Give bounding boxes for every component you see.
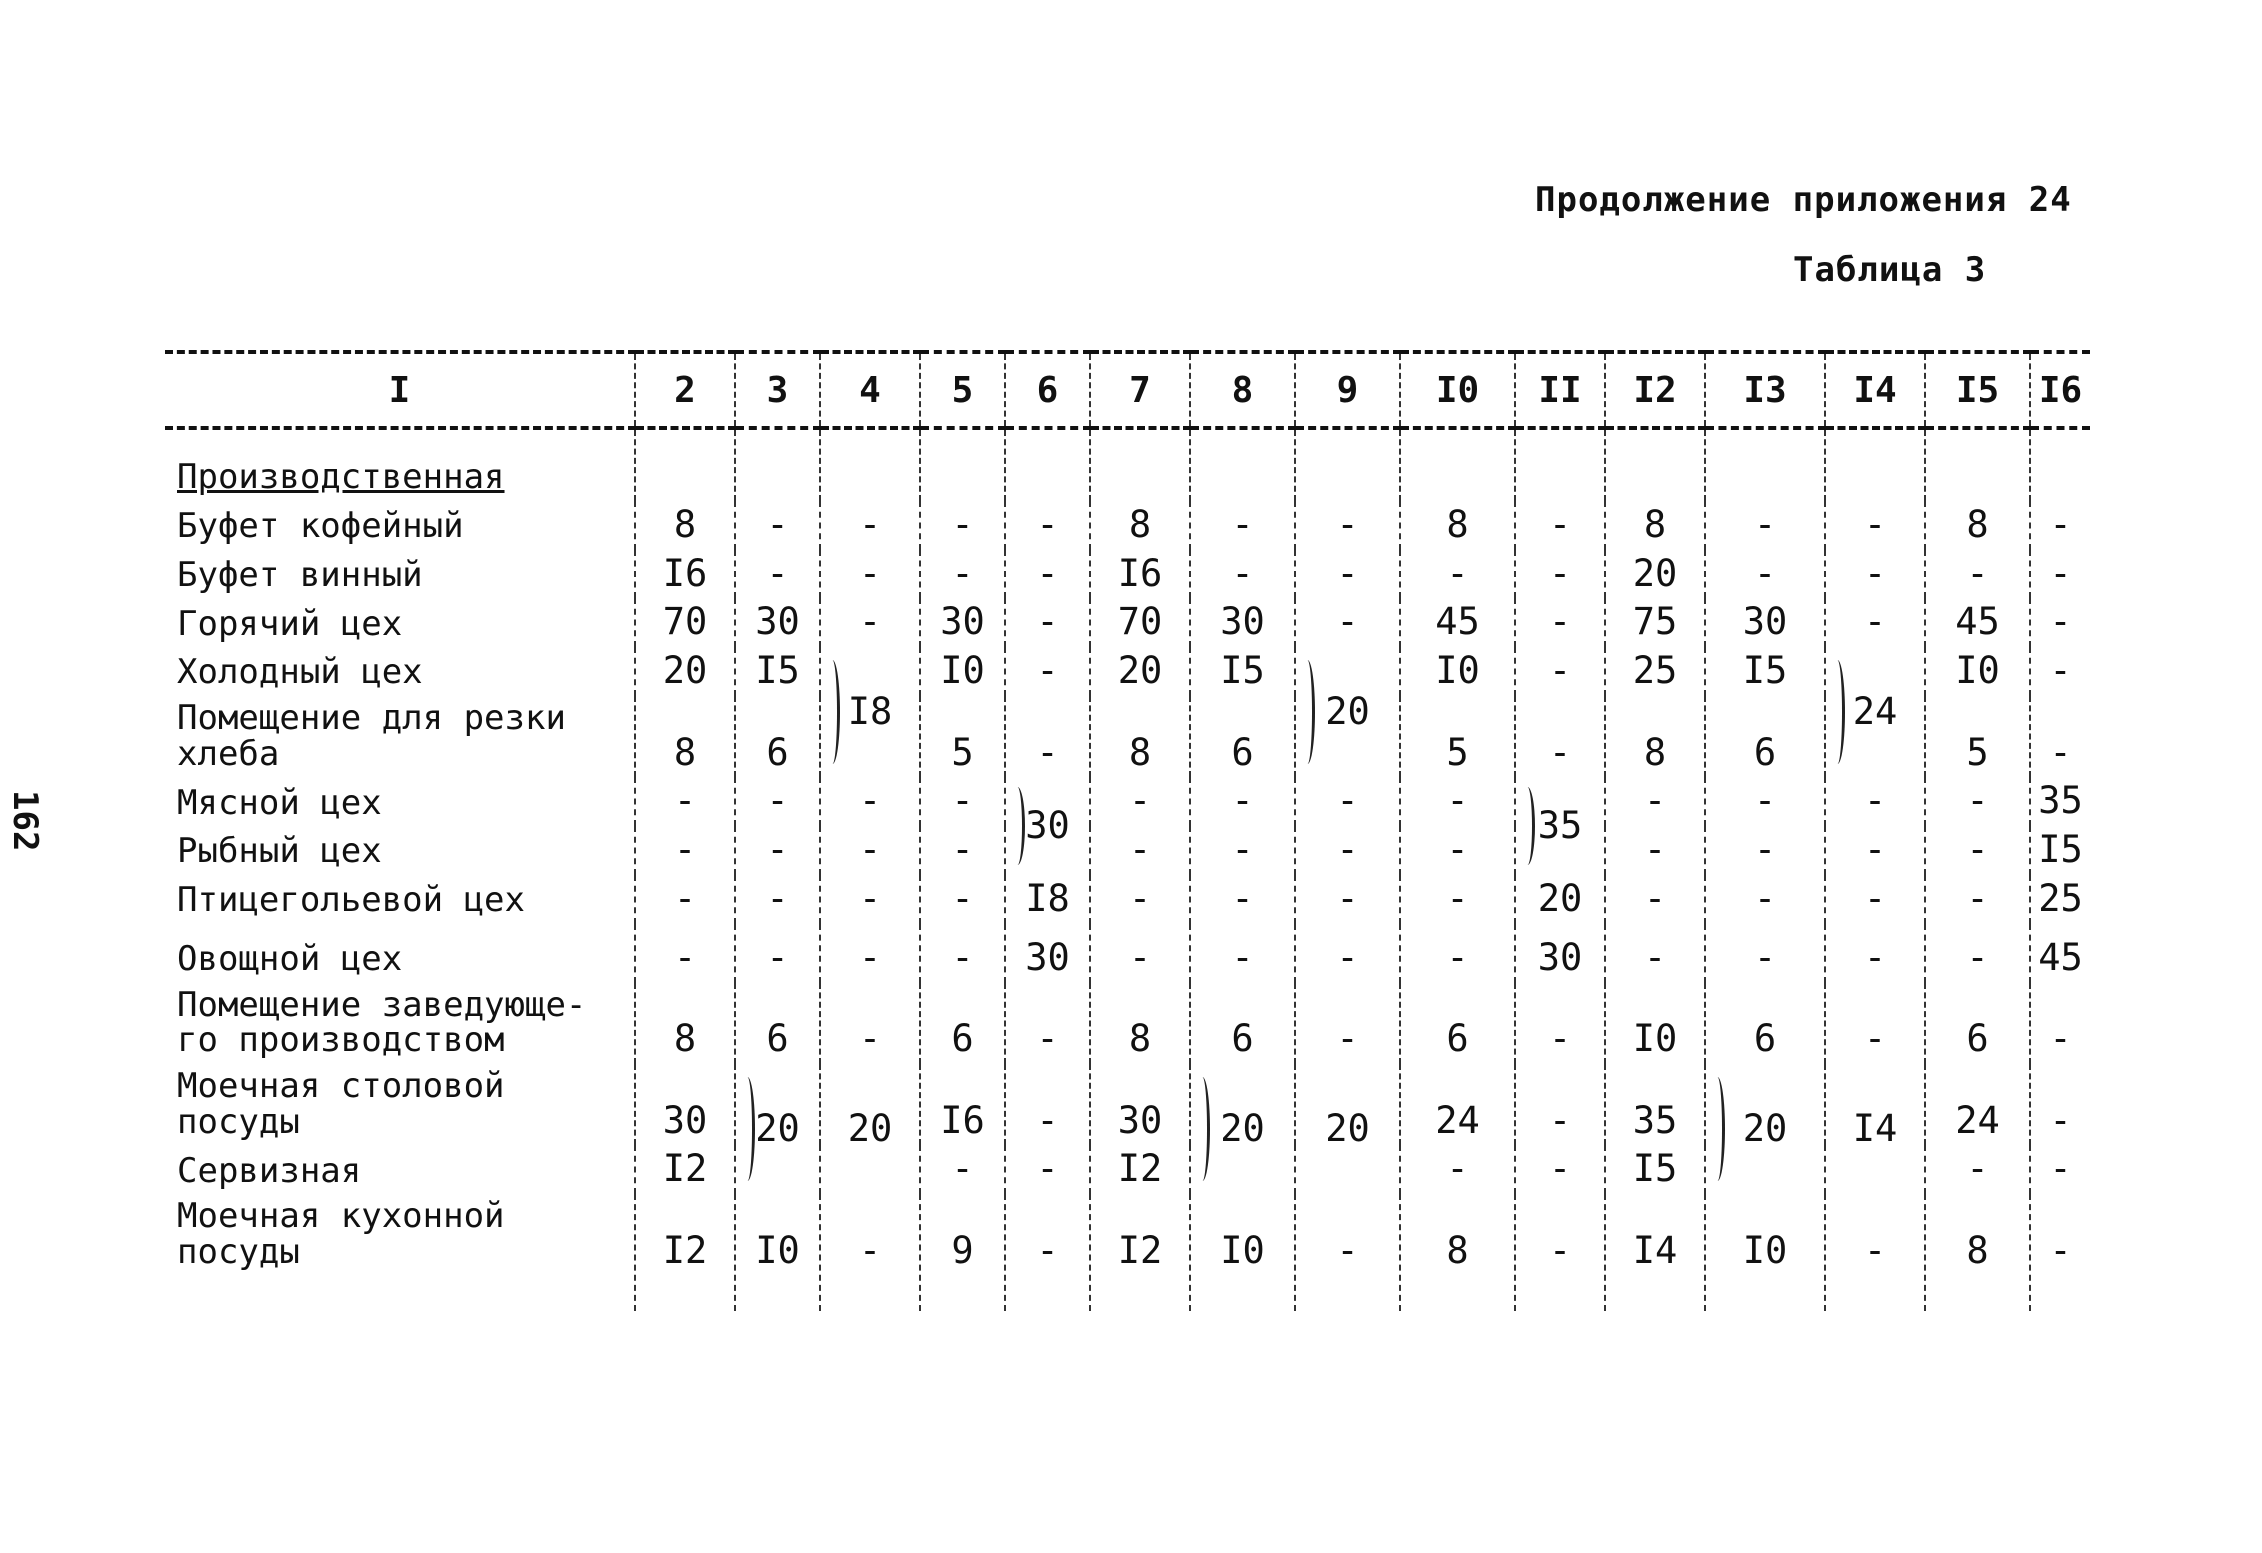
table-cell: 8 — [635, 501, 735, 550]
section-title: Производственная — [177, 457, 505, 497]
table-cell: - — [2030, 1194, 2090, 1310]
table-cell: - — [1090, 826, 1190, 875]
table-cell: 8 — [635, 983, 735, 1064]
row-label: Мясной цех — [177, 782, 382, 823]
table-cell: I0 — [1400, 647, 1515, 696]
column-header: I5 — [1925, 352, 2030, 428]
table-cell: 6 — [735, 983, 820, 1064]
table-cell — [920, 428, 1005, 501]
table-cell: 8 — [1925, 1194, 2030, 1310]
table-cell: - — [1825, 924, 1925, 983]
merged-cell: 20 — [735, 1064, 820, 1194]
table-cell: - — [1005, 501, 1090, 550]
table-cell: I6 — [1090, 550, 1190, 599]
table-cell: 8 — [1090, 696, 1190, 777]
table-cell: - — [1515, 1145, 1605, 1194]
table-cell: - — [2030, 598, 2090, 647]
table-cell: - — [920, 1145, 1005, 1194]
table-cell: - — [2030, 501, 2090, 550]
merged-cell: 35 — [1515, 777, 1605, 875]
table-cell — [820, 428, 920, 501]
table-cell: - — [1190, 875, 1295, 924]
table-cell: I8 — [1005, 875, 1090, 924]
table-cell: - — [1925, 826, 2030, 875]
table-cell: - — [1605, 777, 1705, 826]
table-cell: - — [1090, 924, 1190, 983]
table-cell: - — [1400, 924, 1515, 983]
column-header: I — [165, 352, 635, 428]
column-header: 8 — [1190, 352, 1295, 428]
table-cell: - — [1825, 1194, 1925, 1310]
table-cell: - — [1005, 983, 1090, 1064]
table-cell: - — [820, 983, 920, 1064]
table-cell: - — [1825, 826, 1925, 875]
table-cell — [1090, 428, 1190, 501]
table-cell: - — [1705, 826, 1825, 875]
table-cell: I0 — [735, 1194, 820, 1310]
table-cell — [1825, 428, 1925, 501]
merged-cell: 20 — [1190, 1064, 1295, 1194]
column-header: 5 — [920, 352, 1005, 428]
table-cell: 75 — [1605, 598, 1705, 647]
table-cell: 30 — [1005, 924, 1090, 983]
table-cell: 6 — [1400, 983, 1515, 1064]
table-cell: - — [1400, 875, 1515, 924]
table-cell: - — [1605, 924, 1705, 983]
table-cell: - — [635, 826, 735, 875]
table-cell: 24 — [1400, 1064, 1515, 1145]
table-cell: - — [735, 826, 820, 875]
row-label: Буфет винный — [177, 554, 423, 595]
table-cell: 20 — [635, 647, 735, 696]
row-label: Горячий цех — [177, 603, 403, 644]
page-number: 162 — [5, 790, 45, 852]
table-cell: - — [1925, 550, 2030, 599]
column-header: 9 — [1295, 352, 1400, 428]
table-cell — [2030, 428, 2090, 501]
table-cell: 6 — [1705, 983, 1825, 1064]
table-cell: - — [1295, 924, 1400, 983]
table-cell: - — [735, 501, 820, 550]
table-cell — [1515, 428, 1605, 501]
table-cell: - — [820, 550, 920, 599]
merged-cell: 30 — [1005, 777, 1090, 875]
table-cell: 35 — [1605, 1064, 1705, 1145]
table-cell: - — [1400, 777, 1515, 826]
table-label: Таблица 3 — [1793, 250, 1987, 290]
table-cell: 20 — [1605, 550, 1705, 599]
table-cell: - — [1605, 875, 1705, 924]
table-cell: - — [1295, 550, 1400, 599]
table-cell: - — [1825, 875, 1925, 924]
table-row — [165, 647, 2090, 696]
merged-cell: I8 — [820, 647, 920, 777]
table-cell: 30 — [635, 1064, 735, 1145]
table-cell: - — [1295, 501, 1400, 550]
table-cell: - — [1825, 983, 1925, 1064]
table-cell: - — [1515, 550, 1605, 599]
table-cell: I5 — [735, 647, 820, 696]
column-header: I3 — [1705, 352, 1825, 428]
table-cell: I4 — [1605, 1194, 1705, 1310]
row-label: Моечная кухонной посуды — [177, 1196, 505, 1272]
data-table — [165, 350, 2090, 1311]
table-cell: - — [1190, 826, 1295, 875]
table-cell — [1705, 428, 1825, 501]
table-cell: 8 — [1605, 696, 1705, 777]
table-cell: - — [1400, 550, 1515, 599]
table-cell: 30 — [1090, 1064, 1190, 1145]
table-cell: - — [1705, 777, 1825, 826]
table-cell: - — [2030, 983, 2090, 1064]
table-cell: - — [1925, 777, 2030, 826]
table-cell: - — [635, 924, 735, 983]
table-cell: 20 — [1090, 647, 1190, 696]
header-row — [165, 352, 2090, 428]
table-cell: 6 — [1705, 696, 1825, 777]
table-cell: 70 — [1090, 598, 1190, 647]
merged-cell: 20 — [1295, 647, 1400, 777]
table-cell: I0 — [1605, 983, 1705, 1064]
table-cell: - — [1515, 598, 1605, 647]
table-cell: - — [1705, 875, 1825, 924]
table-cell — [735, 428, 820, 501]
column-header: 3 — [735, 352, 820, 428]
table-cell: 8 — [1400, 501, 1515, 550]
table-cell: - — [1005, 696, 1090, 777]
merged-cell: 20 — [1295, 1064, 1400, 1194]
table-cell: 6 — [735, 696, 820, 777]
table-cell: 70 — [635, 598, 735, 647]
table-cell: - — [1005, 1194, 1090, 1310]
table-cell: - — [735, 777, 820, 826]
row-label: Овощной цех — [177, 938, 403, 979]
table-cell: - — [920, 875, 1005, 924]
table-cell: - — [1190, 550, 1295, 599]
table-cell: 8 — [635, 696, 735, 777]
table-cell: I0 — [920, 647, 1005, 696]
table-cell: - — [1515, 983, 1605, 1064]
table-cell: - — [1295, 777, 1400, 826]
table-cell: I2 — [1090, 1194, 1190, 1310]
column-header: 4 — [820, 352, 920, 428]
table-row — [165, 983, 2090, 1064]
table-row — [165, 924, 2090, 983]
table-row — [165, 826, 2090, 875]
column-header: I0 — [1400, 352, 1515, 428]
table-cell: - — [920, 501, 1005, 550]
table-cell — [1005, 428, 1090, 501]
table-row — [165, 875, 2090, 924]
table-cell: 8 — [1925, 501, 2030, 550]
table-cell: - — [635, 777, 735, 826]
table-cell: - — [2030, 696, 2090, 777]
table-cell: - — [920, 777, 1005, 826]
table-cell: - — [1090, 875, 1190, 924]
table-cell: 25 — [2030, 875, 2090, 924]
table-cell: I2 — [635, 1194, 735, 1310]
table-cell: 30 — [1705, 598, 1825, 647]
table-cell — [1925, 428, 2030, 501]
table-cell: I5 — [2030, 826, 2090, 875]
table-cell: 6 — [1925, 983, 2030, 1064]
table-cell: 30 — [920, 598, 1005, 647]
table-cell: - — [735, 550, 820, 599]
table-cell: - — [920, 550, 1005, 599]
table-cell: 30 — [735, 598, 820, 647]
table-row — [165, 1194, 2090, 1310]
table-cell: - — [2030, 550, 2090, 599]
table-cell: - — [1925, 875, 2030, 924]
table-cell: - — [1515, 1064, 1605, 1145]
row-label: Помещение заведующе- го производством — [177, 984, 587, 1061]
table-cell: 6 — [1190, 983, 1295, 1064]
table-cell: 6 — [1190, 696, 1295, 777]
row-label: Сервизная — [177, 1150, 362, 1191]
table-cell — [1605, 428, 1705, 501]
table-cell: - — [1825, 598, 1925, 647]
table-cell: - — [1705, 924, 1825, 983]
table-cell: - — [1295, 875, 1400, 924]
table-cell: I0 — [1925, 647, 2030, 696]
row-label: Холодный цех — [177, 652, 423, 693]
table-cell: I6 — [635, 550, 735, 599]
table-cell: - — [1825, 777, 1925, 826]
table-cell: 8 — [1605, 501, 1705, 550]
table-cell: - — [1295, 826, 1400, 875]
table-cell: 9 — [920, 1194, 1005, 1310]
table-cell: I5 — [1605, 1145, 1705, 1194]
table-cell: - — [820, 826, 920, 875]
table-cell: 25 — [1605, 647, 1705, 696]
table-row — [165, 696, 2090, 777]
table-cell: 45 — [1925, 598, 2030, 647]
row-label: Птицегольевой цех — [177, 880, 525, 921]
table-cell: - — [820, 501, 920, 550]
table-cell: - — [2030, 1064, 2090, 1145]
table-row — [165, 598, 2090, 647]
table-cell: 35 — [2030, 777, 2090, 826]
column-header: 6 — [1005, 352, 1090, 428]
table-cell: I6 — [920, 1064, 1005, 1145]
table-cell: - — [820, 924, 920, 983]
row-label: Моечная столовой посуды — [177, 1066, 505, 1142]
table-cell: - — [1705, 550, 1825, 599]
table-cell: I5 — [1705, 647, 1825, 696]
table-cell: - — [1005, 550, 1090, 599]
table-cell — [1400, 428, 1515, 501]
column-header: 7 — [1090, 352, 1190, 428]
table-cell: I5 — [1190, 647, 1295, 696]
table-cell: - — [1825, 501, 1925, 550]
table-header — [165, 352, 2090, 428]
table-cell: 5 — [1925, 696, 2030, 777]
table-cell: - — [1190, 777, 1295, 826]
table-cell: - — [1295, 983, 1400, 1064]
table-cell: 5 — [1400, 696, 1515, 777]
table-row — [165, 1064, 2090, 1145]
continuation-heading: Продолжение приложения 24 — [1535, 180, 2072, 220]
table-cell: 20 — [1515, 875, 1605, 924]
table-cell: 30 — [1515, 924, 1605, 983]
table-cell: 6 — [920, 983, 1005, 1064]
table-cell: - — [1295, 598, 1400, 647]
table-cell: 8 — [1090, 983, 1190, 1064]
table-cell — [635, 428, 735, 501]
table-cell: - — [920, 826, 1005, 875]
column-header: I4 — [1825, 352, 1925, 428]
merged-cell: 20 — [1705, 1064, 1825, 1194]
table-cell: I0 — [1705, 1194, 1825, 1310]
table-cell: - — [1825, 550, 1925, 599]
table-cell: - — [1090, 777, 1190, 826]
table-cell: - — [1925, 924, 2030, 983]
table-cell: 8 — [1090, 501, 1190, 550]
row-label: Буфет кофейный — [177, 505, 464, 546]
table-cell: - — [1400, 1145, 1515, 1194]
table-cell: - — [2030, 647, 2090, 696]
table-row — [165, 550, 2090, 599]
table-cell: 24 — [1925, 1064, 2030, 1145]
column-header: I6 — [2030, 352, 2090, 428]
table-cell: - — [1605, 826, 1705, 875]
table-cell: - — [1005, 598, 1090, 647]
table-cell: I2 — [1090, 1145, 1190, 1194]
merged-cell: 24 — [1825, 647, 1925, 777]
table-cell: 45 — [1400, 598, 1515, 647]
table-cell: - — [2030, 1145, 2090, 1194]
table-cell: - — [735, 875, 820, 924]
table-cell: - — [820, 777, 920, 826]
table-cell: - — [1400, 826, 1515, 875]
table-cell: I0 — [1190, 1194, 1295, 1310]
table-cell: - — [1005, 647, 1090, 696]
table-cell: - — [635, 875, 735, 924]
section-row — [165, 428, 2090, 501]
table-cell: 30 — [1190, 598, 1295, 647]
table-cell: - — [1005, 1145, 1090, 1194]
table-cell: - — [1190, 924, 1295, 983]
table-cell: I2 — [635, 1145, 735, 1194]
table-cell: - — [1705, 501, 1825, 550]
table-cell: - — [1515, 696, 1605, 777]
table-cell — [1190, 428, 1295, 501]
table-cell: - — [1295, 1194, 1400, 1310]
table-cell: - — [1005, 1064, 1090, 1145]
row-label: Помещение для резки хлеба — [177, 698, 566, 774]
table-cell: - — [1515, 1194, 1605, 1310]
table-cell: - — [920, 924, 1005, 983]
column-header: II — [1515, 352, 1605, 428]
table-cell: 45 — [2030, 924, 2090, 983]
table-cell: - — [1515, 501, 1605, 550]
table-row — [165, 777, 2090, 826]
table-cell: - — [820, 875, 920, 924]
table-cell: 5 — [920, 696, 1005, 777]
table-cell: - — [1190, 501, 1295, 550]
column-header: I2 — [1605, 352, 1705, 428]
row-label: Рыбный цех — [177, 831, 382, 872]
merged-cell: 20 — [820, 1064, 920, 1194]
table-cell: - — [820, 598, 920, 647]
table-row — [165, 501, 2090, 550]
table-cell: - — [1515, 647, 1605, 696]
table-cell: 8 — [1400, 1194, 1515, 1310]
table-cell: - — [820, 1194, 920, 1310]
table-cell — [1295, 428, 1400, 501]
table-cell: - — [1925, 1145, 2030, 1194]
merged-cell: I4 — [1825, 1064, 1925, 1194]
table-cell: - — [735, 924, 820, 983]
column-header: 2 — [635, 352, 735, 428]
